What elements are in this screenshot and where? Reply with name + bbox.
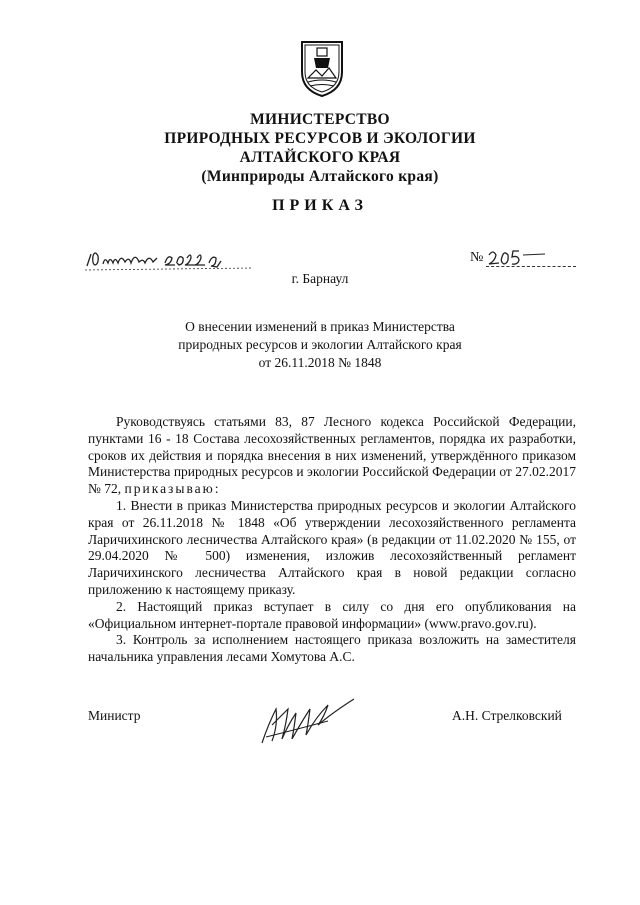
subject-line3: от 26.11.2018 № 1848 [258, 355, 382, 370]
city: г. Барнаул [291, 271, 349, 286]
subject-line2: природных ресурсов и экологии Алтайского края [178, 337, 462, 352]
order-item-3: 3. Контроль за исполнением настоящего приказа возложить на заместителя начальника управления лесами Хомутова А.С. [88, 632, 576, 665]
subject-line1: О внесении изменений в приказ Министерства [185, 319, 455, 334]
order-word: приказываю: [124, 481, 221, 497]
org-name-line3: АЛТАЙСКОГО КРАЯ [239, 149, 401, 166]
preamble-text: Руководствуясь статьями 83, 87 Лесного кодекса Российской Федерации, пунктами 16 - 18 Состава лесохозяйственных регламентов, порядка их разработки, сроков их действия и порядка внесения в них изменений, утверждённого приказом Министерства природных ресурсов и экологии Российской Федерации от 27.02.2017 № 72, [88, 414, 576, 497]
preamble-paragraph [88, 414, 576, 498]
order-item-2: 2. Настоящий приказ вступает в силу со дня его опубликования на «Официальном интернет-портале правовой информации» (www.pravo.gov.ru). [88, 598, 576, 631]
org-name-line2: ПРИРОДНЫХ РЕСУРСОВ И ЭКОЛОГИИ [164, 130, 476, 147]
order-number-label: № [470, 250, 484, 265]
handwritten-number [487, 247, 547, 267]
coat-of-arms-icon [296, 38, 348, 98]
handwritten-signature [258, 695, 358, 747]
order-item-1: 1. Внести в приказ Министерства природных ресурсов и экологии Алтайского края от 26.11.2018 № 1848 «Об утверждении лесохозяйственного регламента Ларичихинского лесничества Алтайского края» (в редакции от 11.02.2020 № 155, от 29.04.2020 № 500) изменения, изложив лесохозяйственный регламент Ларичихинского лесничества Алтайского края в новой редакции согласно приложению к настоящему приказу. [88, 497, 576, 597]
document-type: ПРИКАЗ [272, 197, 368, 214]
order-body [88, 414, 576, 666]
org-name-line1: МИНИСТЕРСТВО [250, 111, 390, 128]
signatory-name: А.Н. Стрелковский [452, 708, 562, 723]
handwritten-date [85, 246, 255, 272]
org-short-name: (Минприроды Алтайского края) [201, 168, 439, 185]
signatory-title: Министр [88, 708, 141, 723]
